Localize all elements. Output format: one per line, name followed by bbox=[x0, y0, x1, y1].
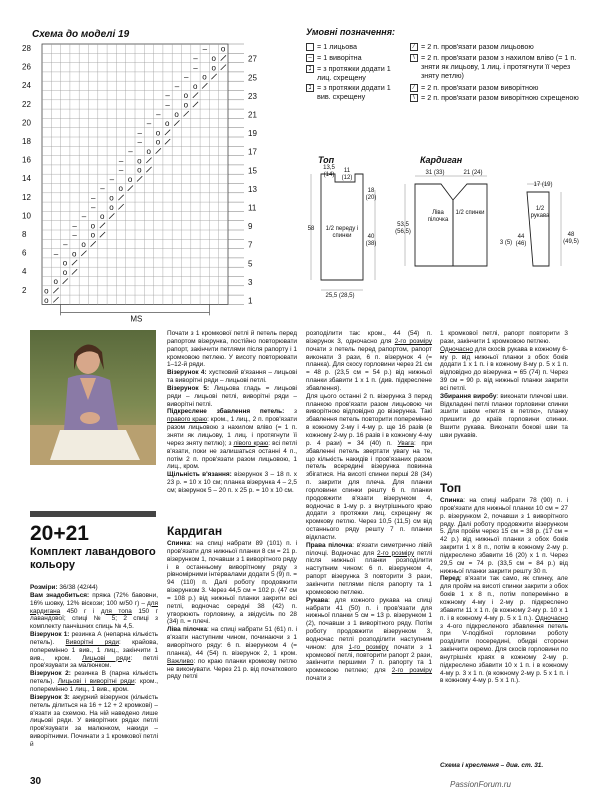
site-watermark: PassionForum.ru bbox=[450, 780, 511, 789]
row-number-left: 28 bbox=[22, 43, 31, 53]
knit-symbol-icon bbox=[306, 43, 314, 51]
ssk-icon: \ bbox=[410, 54, 418, 62]
row-number-left: 8 bbox=[22, 229, 27, 239]
top-dim: 58 bbox=[307, 226, 315, 232]
yarn-over-mark: o bbox=[127, 174, 133, 184]
row-number-left: 26 bbox=[22, 62, 31, 72]
row-number-left: 20 bbox=[22, 118, 31, 128]
yarn-over-mark: o bbox=[155, 137, 161, 147]
yarn-over-mark: o bbox=[137, 165, 142, 175]
yarn-over-mark: o bbox=[81, 239, 86, 249]
row-number-right: 15 bbox=[248, 166, 257, 176]
yarn-over-mark: o bbox=[72, 249, 77, 259]
cardigan-dim: 48 (49,5) bbox=[563, 232, 579, 245]
row-number-right: 9 bbox=[248, 222, 253, 232]
yarn-over-mark: o bbox=[44, 295, 49, 305]
yarn-over-mark: o bbox=[174, 109, 179, 119]
legend-item: \ = 2 п. пров'язати разом виворітною схрещеною bbox=[410, 93, 590, 102]
top-pattern-title: Топ bbox=[318, 155, 335, 165]
cardigan-pattern-title: Кардиган bbox=[420, 155, 463, 165]
top-front-label: 1/2 переду і спинки bbox=[325, 226, 359, 239]
yarn-over-mark: o bbox=[53, 277, 58, 287]
purl-mark: – bbox=[128, 146, 133, 156]
purl-symbol-icon: – bbox=[306, 54, 314, 62]
model-photo bbox=[30, 330, 156, 465]
row-number-right: 11 bbox=[248, 203, 257, 213]
model-title: Комплект лавандового кольору bbox=[30, 546, 156, 571]
purl-mark: – bbox=[81, 212, 87, 222]
purl-mark: – bbox=[174, 81, 180, 91]
purl-mark: – bbox=[118, 156, 124, 166]
row-number-right: 19 bbox=[248, 129, 257, 139]
purl-mark: – bbox=[53, 249, 59, 259]
row-number-right: 1 bbox=[248, 296, 253, 306]
purl-mark: – bbox=[202, 44, 208, 54]
row-number-right: 21 bbox=[248, 110, 257, 120]
cardigan-dim: 31 (33) bbox=[425, 170, 445, 176]
page-number: 30 bbox=[30, 776, 42, 787]
row-number-left: 10 bbox=[22, 211, 31, 221]
yarn-over-mark: o bbox=[211, 63, 217, 73]
purl-mark: – bbox=[137, 128, 142, 138]
row-number-left: 6 bbox=[22, 248, 27, 258]
row-number-right: 7 bbox=[248, 240, 253, 250]
purl-mark: – bbox=[146, 119, 152, 129]
yarn-over-mark: o bbox=[44, 286, 49, 296]
row-number-right: 25 bbox=[248, 73, 257, 83]
purl-mark: – bbox=[91, 202, 96, 212]
model-number: 20+21 bbox=[30, 522, 89, 545]
purl-mark: – bbox=[118, 165, 124, 175]
yarn-over-mark: o bbox=[90, 221, 96, 231]
row-number-right: 17 bbox=[248, 147, 257, 157]
row-number-left: 4 bbox=[22, 267, 27, 277]
purl-mark: – bbox=[72, 221, 77, 231]
yarn-over-mark: o bbox=[99, 212, 105, 222]
yarn-over-mark: o bbox=[220, 44, 226, 54]
yarn-over-mark: o bbox=[155, 128, 161, 138]
legend-title: Умовні позначення: bbox=[306, 27, 396, 37]
cardigan-left-label: Ліва пілочка bbox=[427, 210, 449, 223]
purl-mark: – bbox=[165, 100, 170, 110]
yarn-over-mark: o bbox=[109, 202, 114, 212]
yarn-over-mark: o bbox=[118, 184, 124, 194]
purl-mark: – bbox=[91, 193, 96, 203]
row-number-left: 22 bbox=[22, 99, 31, 109]
yarn-over-mark: o bbox=[90, 230, 96, 240]
row-number-left: 2 bbox=[22, 285, 27, 295]
purl-mark: – bbox=[184, 72, 189, 82]
row-number-right: 13 bbox=[248, 184, 257, 194]
cardigan-dim: 53,5 (56,5) bbox=[395, 222, 411, 235]
cardigan-heading: Кардиган bbox=[167, 524, 223, 538]
top-dim: 13,5 (14) bbox=[323, 165, 335, 178]
yarn-over-mark: o bbox=[211, 53, 217, 63]
row-number-right: 5 bbox=[248, 259, 253, 269]
increase-purl-icon: ℷ bbox=[306, 84, 314, 92]
yarn-over-mark: o bbox=[62, 267, 68, 277]
yarn-over-mark: o bbox=[137, 156, 142, 166]
knit-chart bbox=[20, 38, 295, 324]
yarn-over-mark: o bbox=[146, 146, 151, 156]
purl-mark: – bbox=[100, 184, 105, 194]
cardigan-dim: 3 (5) bbox=[499, 240, 513, 246]
legend-item: ⁄ = 2 п. пров'язати разом лицьовою bbox=[410, 42, 590, 51]
yarn-over-mark: o bbox=[62, 258, 68, 268]
legend bbox=[306, 27, 591, 102]
yarn-over-mark: o bbox=[183, 91, 189, 101]
k2tog-icon: ⁄ bbox=[410, 43, 418, 51]
purl-mark: – bbox=[156, 109, 161, 119]
increase-knit-icon: ℷ bbox=[306, 65, 314, 73]
top-dim: 40 (38) bbox=[365, 234, 377, 247]
purl-mark: – bbox=[109, 174, 115, 184]
cardigan-back-label: 1/2 спинки bbox=[455, 210, 485, 216]
text-column-2b: Спинка: на спиці набрати 89 (101) п. і пров'язати для нижньої планки 8 см = 21 р. візерунком 1, почавши з 1 виворітного ряду і в останньому виворітному ряду з рівномірними інтервалами додати 5 (9) п. = 94 (110) п. Далі роботу продовжити візерунком 3. Через 44,5 см = 102 р. (47 см = 108 р.) від нижньої планки закрити всі петлі, водночас середні 38 (42) п. утворюють горловину, а звідусіль по 28 (34) п. = плечі. Ліва пілочка: на спиці набрати 51 (61) п. і в'язати наступним чином, починаючи з 1 виворітного ряду: 6 п. візерунком 4 (= планка), 44 (54) п. візерунок 2, 1 кром. Важливо: по краю планки кромкову петлю не виконувати. Через 21 р. від початкового ряду петлі bbox=[167, 540, 297, 681]
purl-mark: – bbox=[193, 63, 198, 73]
yarn-over-mark: o bbox=[192, 81, 198, 91]
purl-mark: – bbox=[72, 230, 77, 240]
text-column-1: Розміри: 36/38 (42/44) Вам знадобиться: пряжа (72% бавовни, 16% шовку, 12% віскози; 100 м/50 г) – для кардигана 450 г і для топа 150 г лавандової; спиці № 5; 2 спиці з комплекту панчішних спиць № 4,5. Візерунок 1: резинка А (непарна кількість петель). Виворітні ряди: крайова, поперемінно 1 вив., 1 лиц., закінчити 1 вив., кром. Лицьові ряди: петлі пров'язувати за малюнком. Візерунок 2: резинка В (парна кількість петель). Лицьові і виворітні ряди: кром., поперемінно 1 лиц., 1 вив., кром. Візерунок 3: ажурний візерунок (кількість петель ділиться на 16 + 12 + 2 кромкові) – в'язати за схемою. На ній наведено лише лицьові ряди. У виворітних рядах петлі пров'язувати за малюнком, накиди – виворітними. Починати з 1 кромкової петлі й bbox=[30, 584, 158, 748]
row-number-right: 27 bbox=[248, 54, 257, 64]
top-dim: 25,5 (28,5) bbox=[325, 293, 355, 299]
yarn-over-mark: o bbox=[202, 72, 207, 82]
repeat-label: MS bbox=[130, 314, 143, 324]
text-column-4a: 1 кромкової петлі, рапорт повторити 3 рази, закінчити 1 кромковою петлею. Одночасно для скосів рукава в кожному 6-му р. від нижньої планки з обох боків додати 1 х 1 п. і в кожному 8-му р. 5 х 1 п. відповідно до візерунка = 65 (74) п. Через 39 см = 90 р. від нижньої планки закрити всі петлі. Збирання виробу: виконати плечові шви. Відкладені петлі планки горловини спинки зшити швом «петля в петлю», планку пришити до країв горловини спинки. Вшити рукава. Виконати бокові шви та шви рукавів. bbox=[440, 330, 568, 439]
legend-item: \ = 2 п. пров'язати разом з нахилом вліво (= 1 п. зняти як лицьову, 1 лиц. і протягнути її через зняту петлю) bbox=[410, 53, 590, 80]
reference-note: Схема і креслення – див. ст. 31. bbox=[440, 762, 544, 769]
text-column-4b: Спинка: на спиці набрати 78 (90) п. і пров'язати для нижньої планки 10 см = 27 р. візерунком 2, почавши з 1 виворітного ряду. Далі роботу продовжити візерунком 5. Для пройм через 15 см = 38 р. (17 см = 42 р.) від нижньої планки з обох боків закрити 1 х 8 п., потім в кожному 2-му р. підкреслено збавити 16 (20) х 1 п. Через 29,5 см = 74 р. (33,5 см = 84 р.) від нижньої планки закрити решту 30 п. Перед: в'язати так само, як спинку, але для пройм на висоті спинки закрити з обох боків 1 х 8 п., потім поперемінно в кожному 4-му і 2-му р. підкреслено збавити 11 х 1 п. (в кожному 2-му р. 10 х 1 п. і в кожному 4-му р. 5 х 1 п.). Одночасно з 4-ого підкресленого збавлення петель при V-подібної горловини роботу розділити посередині, обидві сторони закінчити окремо. Для скосів горловини по внутрішніх краях в кожному 2-му р. підкреслено збавити 10 х 1 п. і в кожному 4-му р. 3 х 1 п. (в кожному 2-му р. 5 х 1 п. і в кожному 4-му р. 5 х 1 п.). bbox=[440, 497, 568, 685]
yarn-over-mark: o bbox=[183, 100, 189, 110]
legend-item: ℷ = з протяжки додати 1 лиц. схрещену bbox=[306, 64, 406, 82]
row-number-left: 12 bbox=[22, 192, 31, 202]
purl-mark: – bbox=[137, 137, 142, 147]
purl-mark: – bbox=[193, 53, 198, 63]
row-number-left: 24 bbox=[22, 81, 31, 91]
legend-item: ℷ = з протяжки додати 1 вив. схрещену bbox=[306, 83, 406, 101]
row-number-left: 16 bbox=[22, 155, 31, 165]
purl-mark: – bbox=[165, 91, 170, 101]
p2tog-tbl-icon: \ bbox=[410, 94, 418, 102]
legend-item: – = 1 виворітна bbox=[306, 53, 396, 62]
cardigan-dim: 21 (24) bbox=[463, 170, 483, 176]
purl-mark: – bbox=[63, 239, 68, 249]
text-column-3: розподілити так: кром., 44 (54) п. візерунок 3, одночасно для 2-го розміру почати з петель перед рапортом, рапорт виконати 3 рази, 6 п. візерунок 4 (= планка). Для скосу горловини через 21 см = 48 р. (23,5 см = 54 р.) від нижньої планки збавити 1 х 1 п. (див. підкреслене збавлення). Для цього останні 2 п. візерунка 3 перед планкою пров'язати разом лицьовою чи виворітною відповідно до візерунка. Такі збавлення петель повторити поперемінно в кожному 2-му і 4-му р. ще 16 разів (в кожному 2-му р. 16 разів і в кожному 4-му р. 4 рази) = 34 (40) п. Увага: при збавленні петель звертати увагу на те, що кількість накидів і пров'язаних разом петель всередині візерунка повинна збігатися. На висоті спинки перші 28 (34) п. закрити для плеча. Для планки горловини спинки решту 6 п. планки продовжити в'язати візерунком 4, водночас в 1-му р. з внутрішнього краю додати з протяжки лиц. схрещену як кромкову петлю. Через 10,5 (11,5) см від останнього ряду решту 7 п. планки відкласти. Права пілочка: в'язати симетрично лівій пілочці. Водночас для 2-го розміру петлі після нижньої планки розподілити наступним чином: 6 п. візерунком 4, рапорт візерунка 3 повторити 3 рази, закінчити петлями після рапорту та 1 кромковою петлею. Рукава: для кожного рукава на спиці набрати 41 (50) п. і пров'язати для нижньої планки 5 см = 13 р. візерунком 1 (2), почавши з 1 виворітного ряду. Потім роботу продовжити візерунком 3, водночас петлі розподілити наступним чином: для 1-го розміру почати з 1 кромкової петлі, повторити рапорт 2 рази, закінчити першими 7 п. рапорту та 1 кромковою петлею; для 2-го розміру почати з bbox=[306, 330, 433, 683]
row-number-right: 23 bbox=[248, 91, 257, 101]
row-number-left: 14 bbox=[22, 174, 31, 184]
top-heading: Топ bbox=[440, 481, 462, 495]
cardigan-dim: 44 (46) bbox=[515, 234, 527, 247]
p2tog-icon: ⁄ bbox=[410, 84, 418, 92]
chart-title: Схема до моделі 19 bbox=[32, 29, 130, 40]
cardigan-sleeve-label: 1/2 рукава bbox=[530, 206, 550, 219]
text-column-2: Почати з 1 кромкової петлі й петель перед рапортом візерунка, постійно повторювати рапорт, закінчити петлями після рапорту і 1 кромковою петлею. У висоту повторювати 1–12-й ряди. Візерунок 4: хустковий в'язання – лицьові та виворітні ряди – лицьові петлі. Візерунок 5: Лицьова гладь = лицьові ряди – лицьові петлі, виворітні ряди – виворітні петлі. Підкреслене збавлення петель: з правого краю: кром., 1 лиц., 2 п. пров'язати разом лицьовою з нахилом вліво (= 1 п. зняти як лицьову, 1 лиц. і протягнути її через зняту петлю); з лівого краю: всі петлі в'язати, поки не залишаться останні 4 п., потім 2 п. пров'язати разом лицьовою, 1 лиц., кром. Щільність в'язання: візерунок 3 – 18 п. х 23 р. = 10 х 10 см; планка візерунка 4 – 2,5 см; візерунок 5 – 20 п. х 25 р. = 10 х 10 см. bbox=[167, 330, 297, 494]
legend-item: = 1 лицьова bbox=[306, 42, 396, 51]
row-number-right: 3 bbox=[248, 277, 253, 287]
divider-bar bbox=[30, 511, 156, 517]
yarn-over-mark: o bbox=[165, 119, 170, 129]
legend-item: ⁄ = 2 п. пров'язати разом виворітною bbox=[410, 83, 590, 92]
yarn-over-mark: o bbox=[109, 193, 114, 203]
row-number-left: 18 bbox=[22, 136, 31, 146]
top-dim: 11 (12) bbox=[341, 168, 353, 181]
cardigan-dim: 17 (19) bbox=[533, 182, 553, 188]
top-dim: 18 (20) bbox=[365, 188, 377, 201]
